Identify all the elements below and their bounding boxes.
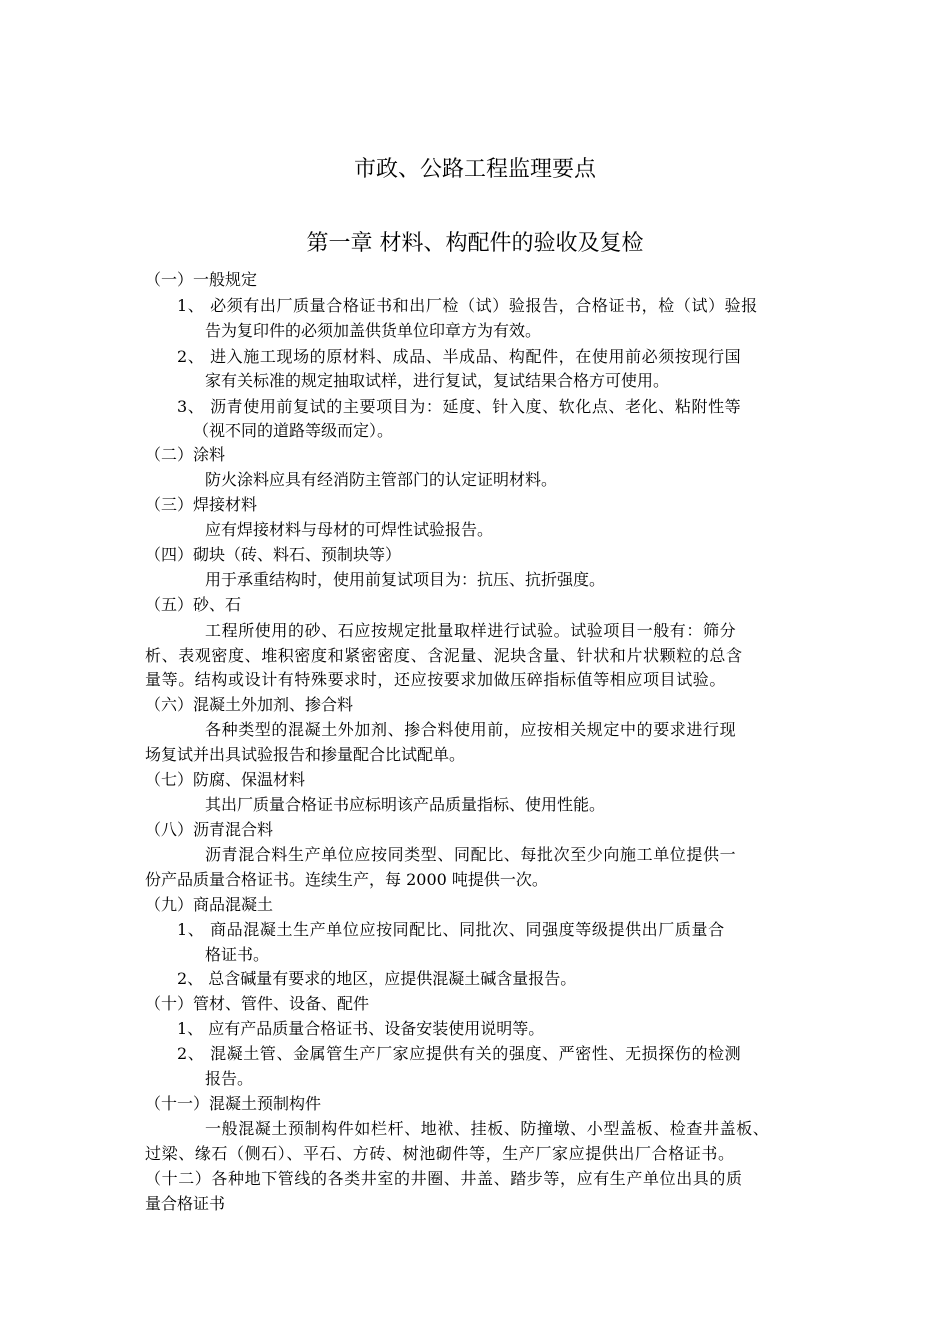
paragraph-line: 量合格证书 [145,1194,226,1213]
paragraph-line: 一般混凝土预制构件如栏杆、地袱、挂板、防撞墩、小型盖板、检查井盖板、 [205,1119,770,1138]
paragraph-line: 各种类型的混凝土外加剂、掺合料使用前，应按相关规定中的要求进行现 [205,720,737,739]
section-heading-3: （三）焊接材料 [145,495,258,514]
section-heading-8: （八）沥青混合料 [145,820,274,839]
paragraph-line: 工程所使用的砂、石应按规定批量取样进行试验。试验项目一般有：筛分 [205,621,737,640]
paragraph-line: 量等。结构或设计有特殊要求时，还应按要求加做压碎指标值等相应项目试验。 [145,670,727,689]
list-item: 3、 沥青使用前复试的主要项目为：延度、针入度、软化点、老化、粘附性等 [177,397,742,416]
chapter-title: 第一章 材料、构配件的验收及复检 [306,231,644,256]
section-heading-12: （十二）各种地下管线的各类井室的井圈、井盖、踏步等，应有生产单位出具的质 [145,1169,743,1188]
document-title: 市政、公路工程监理要点 [353,157,596,182]
paragraph-line: 用于承重结构时，使用前复试项目为：抗压、抗折强度。 [205,570,606,589]
list-item: 2、 进入施工现场的原材料、成品、半成品、构配件，在使用前必须按现行国 [177,347,742,366]
section-heading-10: （十）管材、管件、设备、配件 [145,994,370,1013]
list-item-continuation: 格证书。 [205,945,270,964]
section-heading-1: （一）一般规定 [145,270,258,289]
list-item: 1、 必须有出厂质量合格证书和出厂检（试）验报告，合格证书，检（试）验报 [177,296,758,315]
paragraph-line: 场复试并出具试验报告和掺量配合比试配单。 [145,745,466,764]
section-heading-4: （四）砌块（砖、料石、预制块等） [145,545,402,564]
list-item-continuation: 报告。 [205,1069,254,1088]
section-heading-11: （十一）混凝土预制构件 [145,1094,322,1113]
list-item: 1、 商品混凝土生产单位应按同配比、同批次、同强度等级提供出厂质量合 [177,920,725,939]
section-heading-2: （二）涂料 [145,445,226,464]
paragraph-line: 过梁、缘石（侧石）、平石、方砖、树池砌件等，生产厂家应提供出厂合格证书。 [145,1144,735,1163]
list-item: 2、 混凝土管、金属管生产厂家应提供有关的强度、严密性、无损探伤的检测 [177,1044,742,1063]
paragraph-line: 份产品质量合格证书。连续生产，每 2000 吨提供一次。 [145,870,548,889]
section-heading-5: （五）砂、石 [145,595,242,614]
paragraph-line: 其出厂质量合格证书应标明该产品质量指标、使用性能。 [205,795,606,814]
paragraph-line: 应有焊接材料与母材的可焊性试验报告。 [205,520,494,539]
list-item-continuation: 告为复印件的必须加盖供货单位印章方为有效。 [205,321,542,340]
paragraph-line: 防火涂料应具有经消防主管部门的认定证明材料。 [205,470,558,489]
list-item-continuation: （视不同的道路等级而定）。 [193,421,394,440]
list-item: 1、 应有产品质量合格证书、设备安装使用说明等。 [177,1019,545,1038]
paragraph-line: 沥青混合料生产单位应按同类型、同配比、每批次至少向施工单位提供一 [205,845,737,864]
list-item: 2、 总含碱量有要求的地区，应提供混凝土碱含量报告。 [177,969,577,988]
section-heading-7: （七）防腐、保温材料 [145,770,306,789]
section-heading-6: （六）混凝土外加剂、掺合料 [145,695,354,714]
list-item-continuation: 家有关标准的规定抽取试样，进行复试，复试结果合格方可使用。 [205,371,670,390]
paragraph-line: 析、表观密度、堆积密度和紧密密度、含泥量、泥块含量、针状和片状颗粒的总含 [145,646,743,665]
section-heading-9: （九）商品混凝土 [145,895,274,914]
